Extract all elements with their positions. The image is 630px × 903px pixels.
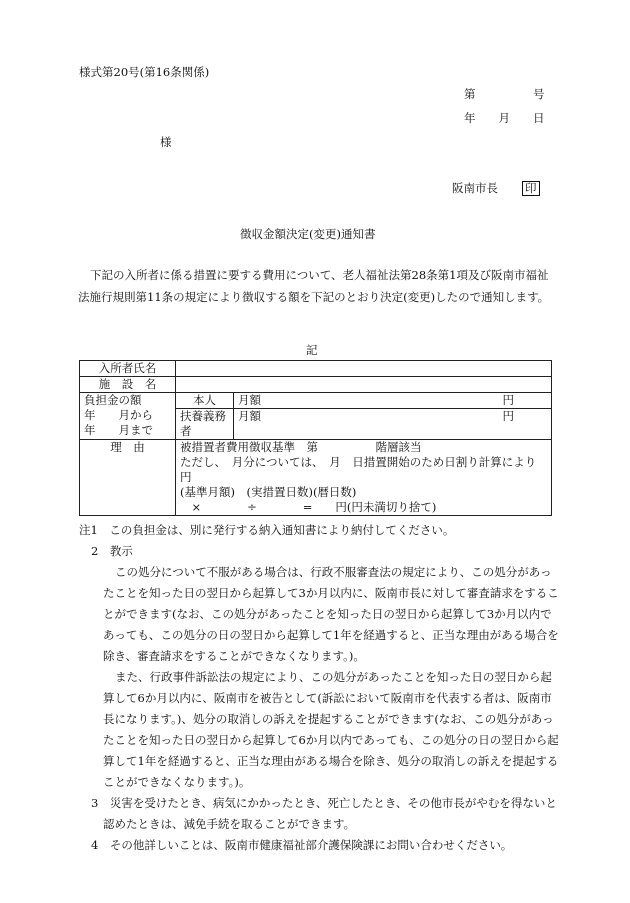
issue-date: 年 月 日 <box>464 111 545 125</box>
note-3: 3 災害を受けたとき、病気にかかったとき、死亡したとき、その他市長がやむを得ないと認めたときは、減免手続を取ることができます。 <box>91 796 557 831</box>
body-paragraph: 下記の入所者に係る措置に要する費用について、老人福祉法第28条第1項及び阪南市福祉法施行規則第11条の規定により徴収する額を下記のとおり決定(変更)したので通知します。 <box>78 268 550 304</box>
issuer-name: 阪南市長 <box>452 181 498 195</box>
note-2-paragraph-2: また、行政事件訴訟法の規定により、この処分があったことを知った日の翌日から起算して6か月以内に、阪南市を被告として(訴訟において阪南市を代表する者は、阪南市長になります。)、処分の取消しの訴えを提起することができます(なお、この処分があったことを知った日の翌日から起算して6か月以内であっても、この処分の日の翌日から起算して1年を経過すると、正当な理由がある場合を除き、処分の取消しの訴えを提起することができなくなります。)。 <box>103 670 559 789</box>
resident-value <box>176 361 552 377</box>
reason-line-2: ただし、 月分については、 月 日措置開始のため日割り計算により 円 <box>180 455 571 484</box>
self-label: 本人 <box>176 393 234 409</box>
reason-value <box>176 440 571 516</box>
form-id: 様式第20号(第16条関係) <box>79 65 210 79</box>
burden-period-cell <box>80 393 176 440</box>
reason-line-1: 被措置者費用徴収基準 第 階層該当 <box>180 440 422 454</box>
burden-label: 負担金の額 <box>84 393 142 407</box>
period-to: 年 月まで <box>84 423 153 437</box>
burden-table <box>79 360 571 516</box>
dependent-value: 月額 円 <box>234 409 552 440</box>
facility-value <box>176 377 552 393</box>
reason-line-4: × ÷ = 円(円未満切り捨て) <box>180 500 437 514</box>
table-row <box>80 377 552 393</box>
table-row <box>80 361 552 377</box>
note-2-heading: 2 教示 <box>91 544 133 558</box>
addressee-suffix: 様 <box>160 135 172 149</box>
table-row <box>80 393 552 409</box>
notes-section <box>79 520 559 856</box>
ki-heading: 記 <box>306 343 318 357</box>
seal-mark: 印 <box>522 181 540 196</box>
note-1: 注1 この負担金は、別に発行する納入通知書により納付してください。 <box>79 523 455 537</box>
note-4: 4 その他詳しいことは、阪南市健康福祉部介護保険課にお問い合わせください。 <box>91 838 513 852</box>
note-2-paragraph-1: この処分について不服がある場合は、行政不服審査法の規定により、この処分があったことを知った日の翌日から起算して3か月以内に、阪南市長に対して審査請求をすることができます(なお、この処分があったことを知った日の翌日から起算して3か月以内であっても、この処分の日の翌日から起算して1年を経過すると、正当な理由がある場合を除き、審査請求をすることができなくなります。)。 <box>103 565 559 663</box>
period-from: 年 月から <box>84 408 153 422</box>
document-title: 徴収金額決定(変更)通知書 <box>240 227 376 241</box>
issuer-block <box>452 180 540 196</box>
reason-line-3: (基準月額) (実措置日数)(暦日数) <box>180 485 357 499</box>
dependent-label: 扶養義務者 <box>176 409 234 440</box>
document-number: 第 号 <box>464 87 545 101</box>
reason-label: 理 由 <box>80 440 176 516</box>
self-value: 月額 円 <box>234 393 552 409</box>
facility-label: 施 設 名 <box>80 377 176 393</box>
resident-label: 入所者氏名 <box>80 361 176 377</box>
table-row <box>80 440 552 516</box>
